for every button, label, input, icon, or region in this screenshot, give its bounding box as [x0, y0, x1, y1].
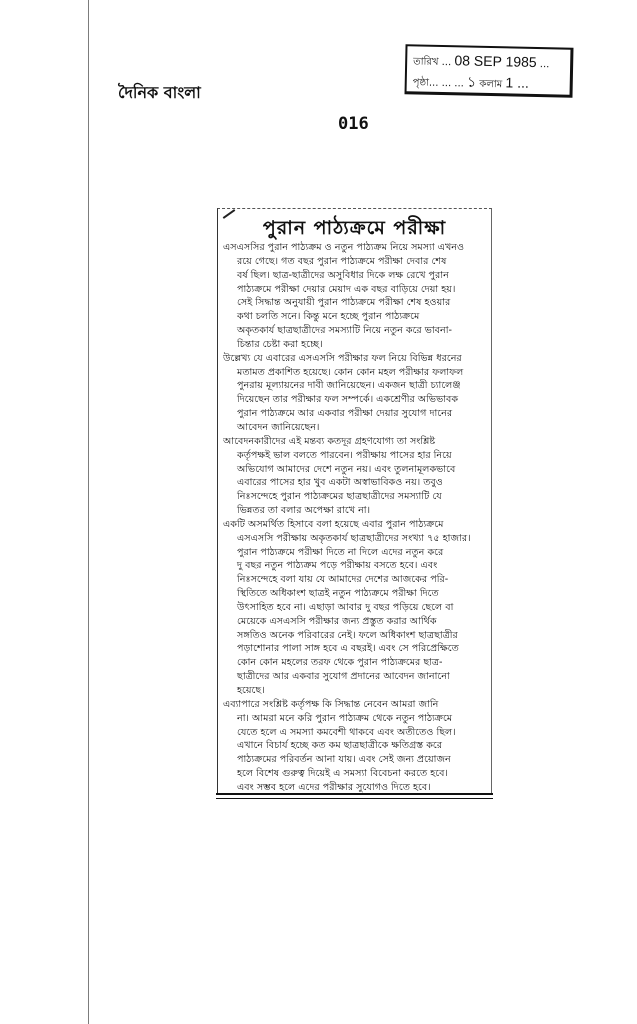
article-paragraph	[223, 698, 491, 795]
stamp-date-suffix: ...	[539, 59, 550, 71]
article-line: পুরান পাঠ্যক্রমে আর একবার পরীক্ষা দেয়ার সুযোগ দানের	[237, 408, 453, 420]
article-line: না। আমরা মনে করি পুরান পাঠ্যক্রম থেকে নতুন পাঠ্যক্রমে	[237, 712, 453, 724]
article-line: এবং সম্ভব হলে এদের পরীক্ষার সুযোগও দিতে হবে।	[237, 781, 431, 793]
article-line: হলে বিশেষ গুরুত্ব দিয়েই এ সমস্যা বিবেচনা করতে হবে।	[237, 768, 448, 780]
article-paragraph	[223, 435, 491, 518]
article-line: রয়ে গেছে। গত বছর পুরান পাঠ্যক্রমে পরীক্ষা দেবার শেষ	[237, 255, 447, 267]
scan-margin-line	[88, 0, 89, 1024]
article-line: পুনরায় মূল্যায়নের দাবী জানিয়েছেন। একজন ছাত্রী চ্যালেঞ্জ	[237, 380, 461, 392]
stamp-date-label: তারিখ ...	[413, 56, 452, 69]
article-line: মতামত প্রকাশিত হয়েছে। কোন কোন মহল পরীক্ষার ফলাফল	[237, 366, 464, 378]
article-line: নিঃসন্দেহে বলা যায় যে আমাদের দেশের আজকের পরি-	[237, 574, 449, 586]
article-paragraph	[223, 518, 491, 698]
article-line: আবেদন জানিয়েছেন।	[237, 421, 320, 433]
article-line: স্থিতিতে অধিকাংশ ছাত্রই নতুন পাঠ্যক্রমে পরীক্ষা দিতে	[237, 588, 439, 600]
date-stamp	[404, 44, 573, 98]
stamp-column-value: 1 ...	[505, 74, 530, 91]
article-line: এবারের পাসের হার খুব একটা অস্বাভাবিকও নয়। তবুও	[237, 477, 443, 489]
article-line: দিয়েছেন তার পরীক্ষার ফল সম্পর্কে। একশ্রেণীর অভিভাবক	[237, 394, 459, 406]
stamp-date-value: 08 SEP 1985	[454, 52, 537, 70]
reference-number: 016	[338, 114, 369, 134]
stamp-column-label: কলাম	[479, 78, 503, 91]
article-line: সেই সিদ্ধান্ত অনুযায়ী পুরান পাঠ্যক্রমে পরীক্ষা শেষ হওয়ার	[237, 297, 451, 309]
article-line: এখানে বিচার্য হচ্ছে কত কম ছাত্রছাত্রীকে ক্ষতিগ্রস্ত করে	[237, 740, 443, 752]
article-line: পড়াশোনার পালা সাঙ্গ হবে এ বছরই। এবং সে পরিপ্রেক্ষিতে	[237, 643, 459, 655]
article-line: পাঠ্যক্রমে পরীক্ষা দেয়ার মেয়াদ এক বছর বাড়িয়ে দেয়া হয়।	[237, 283, 456, 295]
stamp-page-row	[413, 71, 564, 95]
article-body	[223, 241, 491, 795]
article-line: হয়েছে।	[237, 685, 265, 696]
article-line: কোন কোন মহলের তরফ থেকে পুরান পাঠ্যক্রমের ছাত্র-	[237, 657, 443, 669]
article-line: যেতে হলে এ সমস্যা কমবেশী থাকবে এবং অতীতেও ছিল।	[237, 726, 456, 738]
article-line: উৎসাহিত হবে না। এছাড়া আবার দু বছর পড়িয়ে ছেলে বা	[237, 601, 454, 613]
article-line: এসএসসি পরীক্ষায় অকৃতকার্য ছাত্রছাত্রীদের সংখ্যা ৭৫ হাজার।	[237, 532, 471, 544]
article-paragraph	[223, 241, 491, 352]
article-line: কর্তৃপক্ষই ভাল বলতে পারবেন। পরীক্ষায় পাসের হার নিয়ে	[237, 449, 452, 461]
article-clipping	[217, 208, 492, 795]
article-line: কথা চলতি সনে। কিন্তু মনে হচ্ছে পুরান পাঠ্যক্রমে	[237, 311, 420, 323]
article-line: এব্যাপারে সংশ্লিষ্ট কর্তৃপক্ষ কি সিদ্ধান্ত নেবেন আমরা জানি	[223, 698, 439, 710]
article-line: দু বছর নতুন পাঠ্যক্রম পড়ে পরীক্ষায় বসতে হবে। এবং	[237, 560, 438, 572]
newspaper-name: দৈনিক বাংলা	[118, 83, 201, 102]
article-line: পুরান পাঠ্যক্রমে পরীক্ষা দিতে না দিলে এদের নতুন করে	[237, 546, 444, 558]
article-line: আবেদনকারীদের এই মন্তব্য কতদূর গ্রহণযোগ্য তা সংশ্লিষ্ট	[223, 435, 436, 447]
stamp-page-value: ১	[466, 73, 477, 90]
article-title: পুরান পাঠ্যক্রমে পরীক্ষা	[262, 217, 447, 239]
article-line: এসএসসির পুরান পাঠ্যক্রম ও নতুন পাঠ্যক্রম নিয়ে সমস্যা এখনও	[223, 242, 465, 253]
article-line: একটি অসমর্থিত হিসাবে বলা হয়েছে এবার পুরান পাঠ্যক্রমে	[223, 518, 444, 530]
article-line: পাঠ্যক্রমের পরিবর্তন আনা যায়। এবং সেই জন্য প্রয়োজন	[237, 754, 451, 766]
article-line: অকৃতকার্য ছাত্রছাত্রীদের সমস্যাটি নিয়ে নতুন করে ভাবনা-	[237, 325, 452, 337]
article-line: বর্ষ ছিল। ছাত্র-ছাত্রীদের অসুবিধার দিকে লক্ষ রেখে পুরান	[237, 269, 449, 281]
article-line: উল্লেখ্য যে এবারের এসএসসি পরীক্ষার ফল নিয়ে বিভিন্ন ধরনের	[223, 352, 462, 364]
article-line: সঙ্গতিও অনেক পরিবারের নেই। ফলে অধিকাংশ ছাত্রছাত্রীর	[237, 629, 458, 641]
stamp-page-label: পৃষ্ঠা... ... ...	[412, 77, 465, 90]
article-line: ছাত্রীদের আর একবার সুযোগ প্রদানের আবেদন জানানো	[237, 671, 450, 683]
article-line: চিন্তার চেষ্টা করা হচ্ছে।	[237, 338, 323, 350]
article-line: মেয়েকে এসএসসি পরীক্ষার জন্য প্রস্তুত করার আর্থিক	[237, 615, 437, 627]
article-line: অভিযোগ আমাদের দেশে নতুন নয়। এবং তুলনামূলকভাবে	[237, 463, 456, 475]
article-line: নিঃসন্দেহে পুরান পাঠ্যক্রমের ছাত্রছাত্রীদের সমস্যাটি যে	[237, 491, 442, 503]
article-paragraph	[223, 352, 491, 435]
article-line: ভিন্নতর তা বলার অপেক্ষা রাখে না।	[237, 505, 371, 517]
